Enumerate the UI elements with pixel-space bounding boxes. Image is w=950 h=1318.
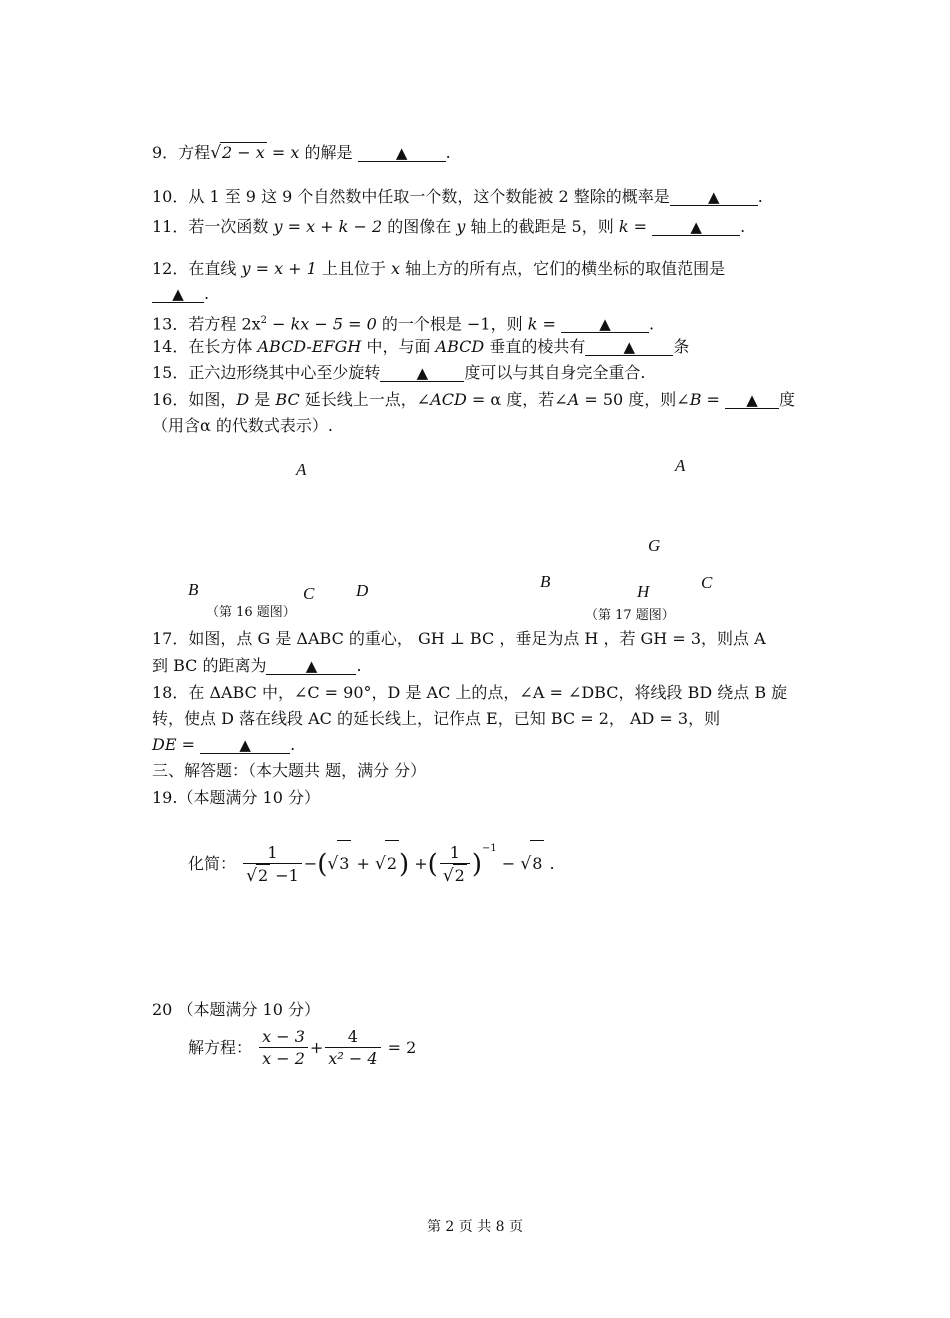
denominator: √2 <box>442 865 465 886</box>
question-13 <box>152 311 654 334</box>
question-12 <box>152 259 725 279</box>
fig17-label-g: G <box>648 536 661 555</box>
q15-end: 度可以与其自身完全重合. <box>464 363 646 382</box>
question-12-line2 <box>152 284 209 304</box>
q19-end: . <box>544 854 555 873</box>
q16-acd: ACD <box>430 390 467 409</box>
q13-k: k <box>527 314 538 334</box>
radicand: 2 <box>385 840 399 887</box>
numerator: 1 <box>440 843 470 864</box>
answer-blank: ▲ <box>670 189 758 206</box>
fig16-label-b: B <box>188 580 199 599</box>
exponent: −1 <box>482 843 497 854</box>
numerator: x − 3 <box>259 1027 308 1048</box>
question-15 <box>152 363 645 383</box>
q16-dd: = α 度，若∠ <box>466 390 568 409</box>
q11-pre: 11．若一次函数 <box>152 217 274 236</box>
q10-end: . <box>757 187 763 206</box>
q16-c: 延长线上一点，∠ <box>299 390 431 409</box>
right-paren: ) <box>399 849 410 880</box>
q16-end: 度 <box>779 390 796 409</box>
q12-post: 轴上方的所有点，它们的横坐标的取值范围是 <box>400 259 726 278</box>
q9-text: 9．方程 <box>152 143 211 162</box>
q13-post: 的一个根是 −1，则 <box>376 314 528 334</box>
q14-box: ABCD-EFGH <box>257 337 362 356</box>
question-20-equation <box>188 1025 416 1071</box>
page-footer: 第 2 页 共 8 页 <box>426 1219 524 1235</box>
q13-end: . <box>648 314 655 334</box>
q11-k: k <box>618 217 629 236</box>
q11-post: 轴上的截距是 5，则 <box>465 217 619 236</box>
q16-b: 是 <box>249 390 276 409</box>
fraction <box>325 1027 380 1070</box>
plus-sign: + <box>351 854 375 873</box>
fig17-label-b: B <box>540 572 551 591</box>
fig16-caption: （第 16 题图） <box>206 605 296 620</box>
fig16-label-a: A <box>296 460 307 479</box>
q14-pre: 14．在长方体 <box>152 337 258 356</box>
fig17-label-a: A <box>675 456 686 475</box>
fraction <box>243 843 302 887</box>
q13-eq: − kx − 5 = 0 <box>267 314 377 334</box>
fig17-label-c: C <box>701 573 713 592</box>
q16-bb: B <box>689 390 702 409</box>
q11-mid: 的图像在 <box>382 217 457 236</box>
q17-l2: 到 BC 的距离为 <box>152 656 267 675</box>
q14-end: 条 <box>673 337 690 356</box>
q15-pre: 15．正六边形绕其中心至少旋转 <box>152 363 381 382</box>
denominator: x − 2 <box>262 1049 305 1068</box>
question-18-line2: 转，使点 D 落在线段 AC 的延长线上，记作点 E，已知 BC = 2， AD = 3，则 <box>152 709 721 728</box>
q20-label: 解方程： <box>188 1038 253 1057</box>
answer-blank: ▲ <box>358 145 446 162</box>
q14-mid: 中，与面 <box>361 337 436 356</box>
section-heading: 三、解答题：（本大题共 题，满分 分） <box>152 761 427 780</box>
q11-eq: y = x + k − 2 <box>273 217 383 236</box>
q9-end: . <box>445 143 451 162</box>
radicand: 8 <box>530 840 544 887</box>
q9-radicand: 2 − x <box>222 143 265 162</box>
q16-f: = <box>701 390 726 409</box>
radicand: 3 <box>337 840 351 887</box>
q14-post: 垂直的棱共有 <box>484 337 586 356</box>
fig16-label-d: D <box>356 581 369 600</box>
answer-blank: ▲ <box>200 737 290 754</box>
radicand: 2 <box>257 865 269 885</box>
question-9: 9．方程√2 − x = x 的解是 ▲ . <box>152 143 451 163</box>
question-19-expression: 化简： $\frac{1}{√2 -1}$ −(√3 + √2) +( $\frac{1}{√2}$ )$^{-1}$ − √8 . <box>188 826 555 888</box>
q13-sup: 2 <box>260 315 268 326</box>
answer-blank: ▲ <box>585 339 673 356</box>
q17-end: . <box>356 656 362 675</box>
numerator: 4 <box>325 1027 380 1048</box>
q9-eq: = <box>266 143 291 162</box>
q18-end: . <box>290 735 296 754</box>
question-10 <box>152 187 763 207</box>
fraction <box>440 843 470 887</box>
answer-blank: ▲ <box>152 286 204 303</box>
q14-face: ABCD <box>435 337 485 356</box>
q12-pre: 12．在直线 <box>152 259 242 278</box>
question-16-line2: （用含α 的代数式表示）. <box>152 416 333 435</box>
minus-sign: − <box>496 854 521 873</box>
q19-label: 化简： <box>188 854 237 873</box>
numerator: 1 <box>243 843 302 864</box>
plus-sign: + <box>309 1038 324 1057</box>
denominator: √2 −1 <box>246 865 299 886</box>
q18-l3: DE = <box>152 735 201 754</box>
q12-eq: y = x + 1 <box>241 259 317 278</box>
q13-eqs: = <box>537 314 561 334</box>
fig17-label-h: H <box>637 582 650 601</box>
q16-aa: A <box>567 390 580 409</box>
minus-sign: − <box>303 854 318 873</box>
q11-eqs: = <box>628 217 653 236</box>
question-14 <box>152 337 689 357</box>
q16-a: 16．如图， <box>152 390 237 409</box>
question-11 <box>152 217 745 237</box>
q9-x: x <box>290 143 300 162</box>
question-16 <box>152 390 795 410</box>
question-18-line3 <box>152 735 295 755</box>
radicand: 2 <box>454 865 465 885</box>
answer-blank: ▲ <box>380 365 464 382</box>
answer-blank: ▲ <box>561 316 649 333</box>
plus-sign: + <box>414 854 428 873</box>
q9-post: 的解是 <box>299 143 353 162</box>
question-17: 17．如图，点 G 是 ΔABC 的重心， GH ⊥ BC ，垂足为点 H ，若 GH = 3，则点 A <box>152 629 766 648</box>
question-19-heading: 19.（本题满分 10 分） <box>152 788 320 807</box>
left-paren: ( <box>317 849 328 880</box>
q11-y: y <box>456 217 466 236</box>
q12-x: x <box>391 259 401 278</box>
answer-blank: ▲ <box>266 658 356 675</box>
answer-blank: ▲ <box>725 392 779 409</box>
q12-end: . <box>204 284 210 303</box>
fig16-label-c: C <box>303 584 315 603</box>
q16-e: = 50 度，则∠ <box>579 390 690 409</box>
question-18: 18．在 ΔABC 中，∠C = 90°，D 是 AC 上的点，∠A = ∠DBC，将线段 BD 绕点 B 旋 <box>152 683 788 702</box>
question-20-heading: 20 （本题满分 10 分） <box>152 1000 320 1019</box>
q20-rhs: = 2 <box>382 1038 417 1057</box>
answer-blank: ▲ <box>652 219 740 236</box>
question-17-line2 <box>152 656 362 676</box>
q16-d: D <box>236 390 250 409</box>
q12-mid: 上且位于 <box>316 259 392 278</box>
q16-bc: BC <box>275 390 300 409</box>
fig17-caption: （第 17 题图） <box>585 608 675 623</box>
q13-pre: 13．若方程 2x <box>152 314 261 334</box>
q11-end: . <box>740 217 746 236</box>
denominator: x² − 4 <box>328 1049 378 1068</box>
q10-text: 10．从 1 至 9 这 9 个自然数中任取一个数，这个数能被 2 整除的概率是 <box>152 187 670 206</box>
fraction <box>259 1027 308 1070</box>
denominator-rest: −1 <box>270 865 299 885</box>
